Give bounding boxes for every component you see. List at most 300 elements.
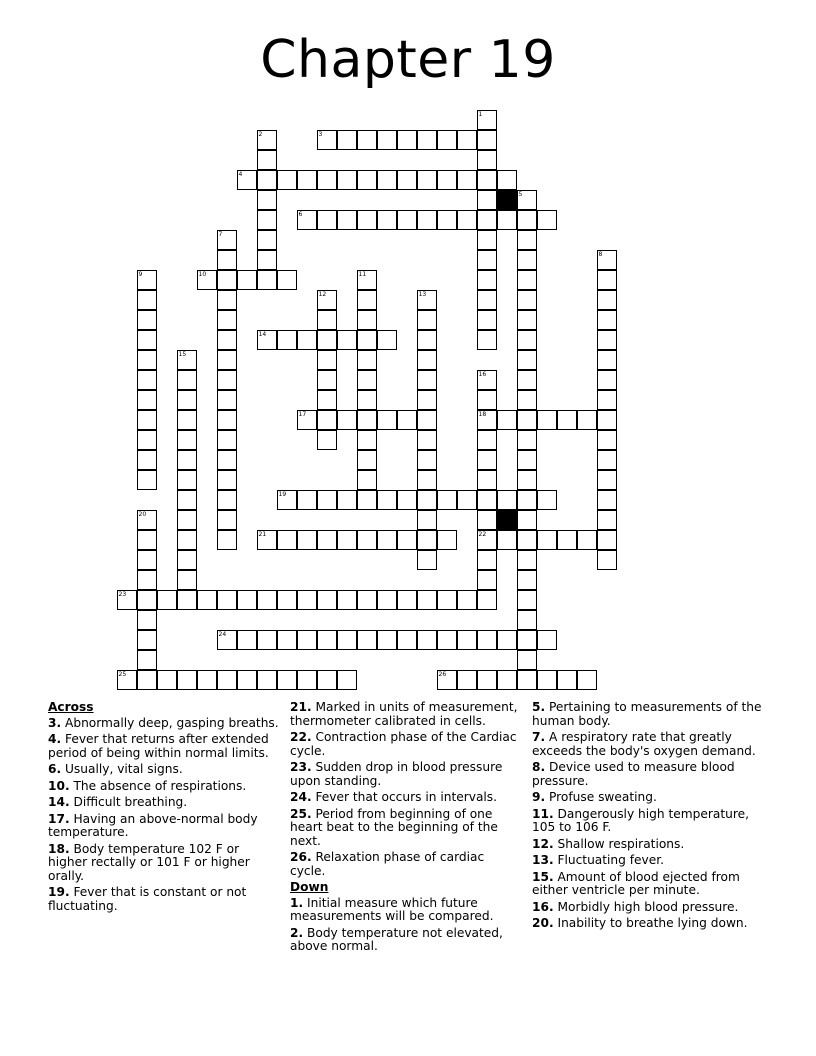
grid-cell[interactable] (257, 670, 277, 690)
grid-cell[interactable] (257, 530, 277, 550)
grid-cell[interactable] (137, 570, 157, 590)
grid-cell[interactable] (457, 210, 477, 230)
grid-cell[interactable] (337, 170, 357, 190)
grid-cell[interactable] (477, 470, 497, 490)
grid-cell[interactable] (437, 530, 457, 550)
grid-cell[interactable] (137, 390, 157, 410)
grid-cell[interactable] (397, 630, 417, 650)
grid-cell[interactable] (357, 530, 377, 550)
grid-cell[interactable] (417, 130, 437, 150)
grid-cell[interactable] (517, 310, 537, 330)
grid-cell[interactable] (397, 530, 417, 550)
grid-cell[interactable] (417, 470, 437, 490)
grid-cell[interactable] (177, 530, 197, 550)
grid-cell[interactable] (277, 670, 297, 690)
grid-cell[interactable] (397, 170, 417, 190)
grid-cell[interactable] (477, 150, 497, 170)
grid-cell[interactable] (137, 450, 157, 470)
grid-cell[interactable] (537, 530, 557, 550)
grid-cell[interactable] (137, 550, 157, 570)
clue-item (532, 854, 764, 868)
grid-cell[interactable] (457, 490, 477, 510)
grid-cell[interactable] (517, 350, 537, 370)
grid-cell[interactable] (257, 190, 277, 210)
grid-cell[interactable] (597, 510, 617, 530)
grid-cell[interactable] (477, 210, 497, 230)
grid-cell[interactable] (517, 510, 537, 530)
grid-cell[interactable] (277, 490, 297, 510)
grid-cell[interactable] (217, 290, 237, 310)
clue-number: 18. (48, 841, 70, 856)
grid-cell[interactable] (517, 470, 537, 490)
grid-cell[interactable] (537, 210, 557, 230)
grid-cell[interactable] (317, 370, 337, 390)
grid-cell[interactable] (417, 330, 437, 350)
grid-cell[interactable] (217, 670, 237, 690)
grid-cell[interactable] (597, 470, 617, 490)
grid-cell[interactable] (237, 270, 257, 290)
grid-cell[interactable] (417, 310, 437, 330)
grid-cell[interactable] (297, 170, 317, 190)
grid-cell[interactable] (357, 350, 377, 370)
grid-cell[interactable] (237, 590, 257, 610)
grid-cell[interactable] (377, 630, 397, 650)
grid-cell[interactable] (357, 490, 377, 510)
grid-cell[interactable] (597, 550, 617, 570)
grid-cell[interactable] (177, 470, 197, 490)
grid-cell[interactable] (417, 490, 437, 510)
grid-cell[interactable] (597, 350, 617, 370)
grid-cell[interactable] (257, 590, 277, 610)
grid-cell[interactable] (337, 330, 357, 350)
grid-cell[interactable] (597, 310, 617, 330)
clue-item (290, 808, 522, 849)
clue-text: Sudden drop in blood pressure upon standing. (290, 760, 503, 788)
grid-cell[interactable] (437, 670, 457, 690)
grid-cell[interactable] (277, 590, 297, 610)
grid-cell[interactable] (277, 630, 297, 650)
grid-cell[interactable] (477, 570, 497, 590)
grid-cell[interactable] (517, 610, 537, 630)
grid-cell[interactable] (317, 290, 337, 310)
grid-cell[interactable] (517, 490, 537, 510)
grid-cell[interactable] (357, 410, 377, 430)
grid-cell[interactable] (177, 430, 197, 450)
grid-cell[interactable] (557, 530, 577, 550)
grid-cell[interactable] (517, 550, 537, 570)
grid-cell[interactable] (317, 310, 337, 330)
grid-cell[interactable] (597, 410, 617, 430)
grid-cell[interactable] (417, 350, 437, 370)
grid-cell[interactable] (277, 170, 297, 190)
grid-cell[interactable] (297, 330, 317, 350)
grid-cell[interactable] (417, 430, 437, 450)
grid-cell[interactable] (517, 390, 537, 410)
grid-cell[interactable] (517, 330, 537, 350)
grid-cell[interactable] (237, 170, 257, 190)
grid-cell[interactable] (377, 590, 397, 610)
grid-cell[interactable] (357, 210, 377, 230)
grid-cell[interactable] (217, 530, 237, 550)
clue-number: 3 (318, 130, 323, 138)
grid-cell[interactable] (477, 410, 497, 430)
grid-cell[interactable] (357, 310, 377, 330)
grid-cell[interactable] (517, 450, 537, 470)
grid-cell[interactable] (137, 290, 157, 310)
grid-cell[interactable] (297, 670, 317, 690)
grid-cell[interactable] (357, 170, 377, 190)
grid-cell[interactable] (577, 670, 597, 690)
grid-cell[interactable] (557, 410, 577, 430)
clue-number: 20. (532, 916, 554, 930)
grid-cell[interactable] (317, 210, 337, 230)
grid-cell[interactable] (337, 490, 357, 510)
grid-cell[interactable] (517, 650, 537, 670)
grid-cell[interactable] (517, 370, 537, 390)
grid-cell[interactable] (177, 450, 197, 470)
grid-cell[interactable] (417, 530, 437, 550)
grid-cell[interactable] (357, 270, 377, 290)
grid-cell[interactable] (237, 670, 257, 690)
grid-cell[interactable] (177, 370, 197, 390)
grid-cell[interactable] (457, 630, 477, 650)
grid-cell[interactable] (137, 330, 157, 350)
grid-cell[interactable] (217, 390, 237, 410)
grid-cell[interactable] (317, 490, 337, 510)
grid-cell[interactable] (577, 410, 597, 430)
grid-cell[interactable] (497, 490, 517, 510)
clue-number: 26 (438, 670, 447, 678)
grid-cell[interactable] (317, 390, 337, 410)
grid-cell[interactable] (517, 290, 537, 310)
grid-cell[interactable] (497, 670, 517, 690)
grid-cell[interactable] (137, 270, 157, 290)
grid-cell[interactable] (417, 590, 437, 610)
grid-cell[interactable] (417, 450, 437, 470)
grid-cell[interactable] (457, 170, 477, 190)
grid-cell[interactable] (537, 670, 557, 690)
grid-cell[interactable] (517, 210, 537, 230)
grid-cell[interactable] (517, 630, 537, 650)
grid-cell[interactable] (357, 450, 377, 470)
grid-cell[interactable] (557, 670, 577, 690)
grid-cell[interactable] (197, 670, 217, 690)
clue-number: 12. (532, 836, 554, 851)
grid-cell[interactable] (357, 370, 377, 390)
grid-cell[interactable] (317, 630, 337, 650)
grid-cell[interactable] (477, 250, 497, 270)
grid-cell[interactable] (217, 410, 237, 430)
grid-cell[interactable] (357, 330, 377, 350)
grid-cell[interactable] (177, 490, 197, 510)
black-cell (497, 190, 517, 210)
grid-cell[interactable] (377, 130, 397, 150)
grid-cell[interactable] (597, 490, 617, 510)
grid-cell[interactable] (297, 210, 317, 230)
grid-cell[interactable] (177, 550, 197, 570)
grid-cell[interactable] (217, 630, 237, 650)
grid-cell[interactable] (337, 130, 357, 150)
grid-cell[interactable] (537, 630, 557, 650)
grid-cell[interactable] (217, 330, 237, 350)
grid-cell[interactable] (317, 430, 337, 450)
grid-cell[interactable] (257, 270, 277, 290)
grid-cell[interactable] (337, 630, 357, 650)
grid-cell[interactable] (417, 370, 437, 390)
grid-cell[interactable] (457, 130, 477, 150)
grid-cell[interactable] (417, 510, 437, 530)
grid-cell[interactable] (177, 510, 197, 530)
grid-cell[interactable] (137, 470, 157, 490)
grid-cell[interactable] (337, 530, 357, 550)
grid-cell[interactable] (357, 470, 377, 490)
grid-cell[interactable] (517, 670, 537, 690)
grid-cell[interactable] (597, 330, 617, 350)
clue-item (290, 701, 522, 728)
grid-cell[interactable] (377, 410, 397, 430)
grid-cell[interactable] (377, 210, 397, 230)
grid-cell[interactable] (257, 170, 277, 190)
grid-cell[interactable] (437, 490, 457, 510)
grid-cell[interactable] (317, 350, 337, 370)
grid-cell[interactable] (477, 390, 497, 410)
grid-cell[interactable] (177, 410, 197, 430)
grid-cell[interactable] (177, 570, 197, 590)
grid-cell[interactable] (177, 670, 197, 690)
grid-cell[interactable] (437, 630, 457, 650)
grid-cell[interactable] (537, 410, 557, 430)
grid-cell[interactable] (517, 230, 537, 250)
grid-cell[interactable] (597, 250, 617, 270)
grid-cell[interactable] (497, 630, 517, 650)
grid-cell[interactable] (217, 230, 237, 250)
clue-text: Dangerously high temperature, 105 to 106 F. (532, 806, 749, 834)
grid-cell[interactable] (297, 630, 317, 650)
clue-text: Marked in units of measurement, thermometer calibrated in cells. (290, 700, 518, 728)
grid-cell[interactable] (117, 670, 137, 690)
grid-cell[interactable] (497, 410, 517, 430)
grid-cell[interactable] (517, 570, 537, 590)
grid-cell[interactable] (217, 310, 237, 330)
grid-cell[interactable] (137, 510, 157, 530)
grid-cell[interactable] (477, 670, 497, 690)
grid-cell[interactable] (137, 350, 157, 370)
grid-cell[interactable] (217, 490, 237, 510)
grid-cell[interactable] (137, 310, 157, 330)
grid-cell[interactable] (597, 390, 617, 410)
grid-cell[interactable] (357, 590, 377, 610)
grid-cell[interactable] (437, 590, 457, 610)
grid-cell[interactable] (517, 410, 537, 430)
grid-cell[interactable] (597, 450, 617, 470)
grid-cell[interactable] (117, 590, 137, 610)
grid-cell[interactable] (277, 270, 297, 290)
grid-cell[interactable] (477, 270, 497, 290)
grid-cell[interactable] (257, 210, 277, 230)
grid-cell[interactable] (277, 530, 297, 550)
grid-cell[interactable] (477, 490, 497, 510)
grid-cell[interactable] (177, 590, 197, 610)
grid-cell[interactable] (397, 130, 417, 150)
grid-cell[interactable] (137, 610, 157, 630)
grid-cell[interactable] (197, 590, 217, 610)
grid-cell[interactable] (277, 330, 297, 350)
grid-cell[interactable] (517, 190, 537, 210)
grid-cell[interactable] (417, 550, 437, 570)
grid-cell[interactable] (137, 370, 157, 390)
grid-cell[interactable] (477, 190, 497, 210)
grid-cell[interactable] (397, 410, 417, 430)
grid-cell[interactable] (457, 670, 477, 690)
grid-cell[interactable] (257, 630, 277, 650)
grid-cell[interactable] (597, 270, 617, 290)
grid-cell[interactable] (517, 430, 537, 450)
grid-cell[interactable] (337, 590, 357, 610)
grid-cell[interactable] (337, 210, 357, 230)
grid-cell[interactable] (517, 590, 537, 610)
grid-cell[interactable] (217, 510, 237, 530)
grid-cell[interactable] (217, 450, 237, 470)
grid-cell[interactable] (377, 490, 397, 510)
clues-column-1 (48, 701, 280, 916)
grid-cell[interactable] (137, 630, 157, 650)
grid-cell[interactable] (377, 530, 397, 550)
grid-cell[interactable] (217, 590, 237, 610)
grid-cell[interactable] (137, 530, 157, 550)
grid-cell[interactable] (477, 230, 497, 250)
grid-cell[interactable] (217, 350, 237, 370)
grid-cell[interactable] (417, 170, 437, 190)
grid-cell[interactable] (317, 130, 337, 150)
grid-cell[interactable] (157, 670, 177, 690)
grid-cell[interactable] (297, 530, 317, 550)
grid-cell[interactable] (477, 510, 497, 530)
grid-cell[interactable] (317, 330, 337, 350)
grid-cell[interactable] (317, 410, 337, 430)
grid-cell[interactable] (477, 370, 497, 390)
grid-cell[interactable] (357, 130, 377, 150)
grid-cell[interactable] (417, 390, 437, 410)
clue-number: 14. (48, 795, 70, 809)
grid-cell[interactable] (477, 170, 497, 190)
grid-cell[interactable] (297, 410, 317, 430)
grid-cell[interactable] (417, 630, 437, 650)
clue-item (532, 917, 764, 931)
grid-cell[interactable] (477, 590, 497, 610)
grid-cell[interactable] (237, 630, 257, 650)
grid-cell[interactable] (137, 410, 157, 430)
grid-cell[interactable] (217, 430, 237, 450)
grid-cell[interactable] (177, 350, 197, 370)
grid-cell[interactable] (257, 150, 277, 170)
grid-cell[interactable] (357, 290, 377, 310)
grid-cell[interactable] (317, 530, 337, 550)
grid-cell[interactable] (257, 130, 277, 150)
grid-cell[interactable] (137, 650, 157, 670)
grid-cell[interactable] (257, 250, 277, 270)
grid-cell[interactable] (357, 430, 377, 450)
grid-cell[interactable] (457, 590, 477, 610)
clue-number: 15. (532, 869, 554, 884)
grid-cell[interactable] (537, 490, 557, 510)
grid-cell[interactable] (317, 670, 337, 690)
grid-cell[interactable] (517, 250, 537, 270)
grid-cell[interactable] (297, 590, 317, 610)
grid-cell[interactable] (197, 270, 217, 290)
grid-cell[interactable] (137, 670, 157, 690)
grid-cell[interactable] (477, 530, 497, 550)
black-cell (497, 510, 517, 530)
grid-cell[interactable] (477, 630, 497, 650)
grid-cell[interactable] (357, 390, 377, 410)
grid-cell[interactable] (397, 490, 417, 510)
grid-cell[interactable] (417, 410, 437, 430)
grid-cell[interactable] (597, 290, 617, 310)
grid-cell[interactable] (437, 170, 457, 190)
grid-cell[interactable] (257, 330, 277, 350)
grid-cell[interactable] (217, 250, 237, 270)
grid-cell[interactable] (397, 210, 417, 230)
grid-cell[interactable] (437, 210, 457, 230)
grid-cell[interactable] (477, 450, 497, 470)
grid-cell[interactable] (357, 630, 377, 650)
grid-cell[interactable] (337, 670, 357, 690)
grid-cell[interactable] (477, 550, 497, 570)
grid-cell[interactable] (137, 430, 157, 450)
grid-cell[interactable] (497, 210, 517, 230)
grid-cell[interactable] (477, 310, 497, 330)
grid-cell[interactable] (497, 170, 517, 190)
grid-cell[interactable] (477, 110, 497, 130)
grid-cell[interactable] (257, 230, 277, 250)
grid-cell[interactable] (397, 590, 417, 610)
grid-cell[interactable] (417, 210, 437, 230)
clue-item (532, 701, 764, 728)
grid-cell[interactable] (437, 130, 457, 150)
clue-item (48, 733, 280, 760)
clue-text: A respiratory rate that greatly exceeds the body's oxygen demand. (532, 730, 756, 758)
grid-cell[interactable] (217, 370, 237, 390)
clue-text: Difficult breathing. (73, 795, 188, 809)
grid-cell[interactable] (337, 410, 357, 430)
grid-cell[interactable] (217, 470, 237, 490)
grid-cell[interactable] (217, 270, 237, 290)
grid-cell[interactable] (297, 490, 317, 510)
grid-cell[interactable] (137, 590, 157, 610)
grid-cell[interactable] (477, 290, 497, 310)
grid-cell[interactable] (177, 390, 197, 410)
grid-cell[interactable] (517, 530, 537, 550)
grid-cell[interactable] (377, 330, 397, 350)
grid-cell[interactable] (417, 290, 437, 310)
grid-cell[interactable] (497, 530, 517, 550)
grid-cell[interactable] (317, 590, 337, 610)
grid-cell[interactable] (597, 530, 617, 550)
grid-cell[interactable] (477, 430, 497, 450)
grid-cell[interactable] (377, 170, 397, 190)
grid-cell[interactable] (317, 170, 337, 190)
grid-cell[interactable] (577, 530, 597, 550)
grid-cell[interactable] (157, 590, 177, 610)
clue-item (532, 808, 764, 835)
grid-cell[interactable] (517, 270, 537, 290)
grid-cell[interactable] (597, 430, 617, 450)
grid-cell[interactable] (477, 330, 497, 350)
clue-number: 3. (48, 715, 62, 730)
clue-item (48, 763, 280, 777)
grid-cell[interactable] (477, 130, 497, 150)
grid-cell[interactable] (597, 370, 617, 390)
